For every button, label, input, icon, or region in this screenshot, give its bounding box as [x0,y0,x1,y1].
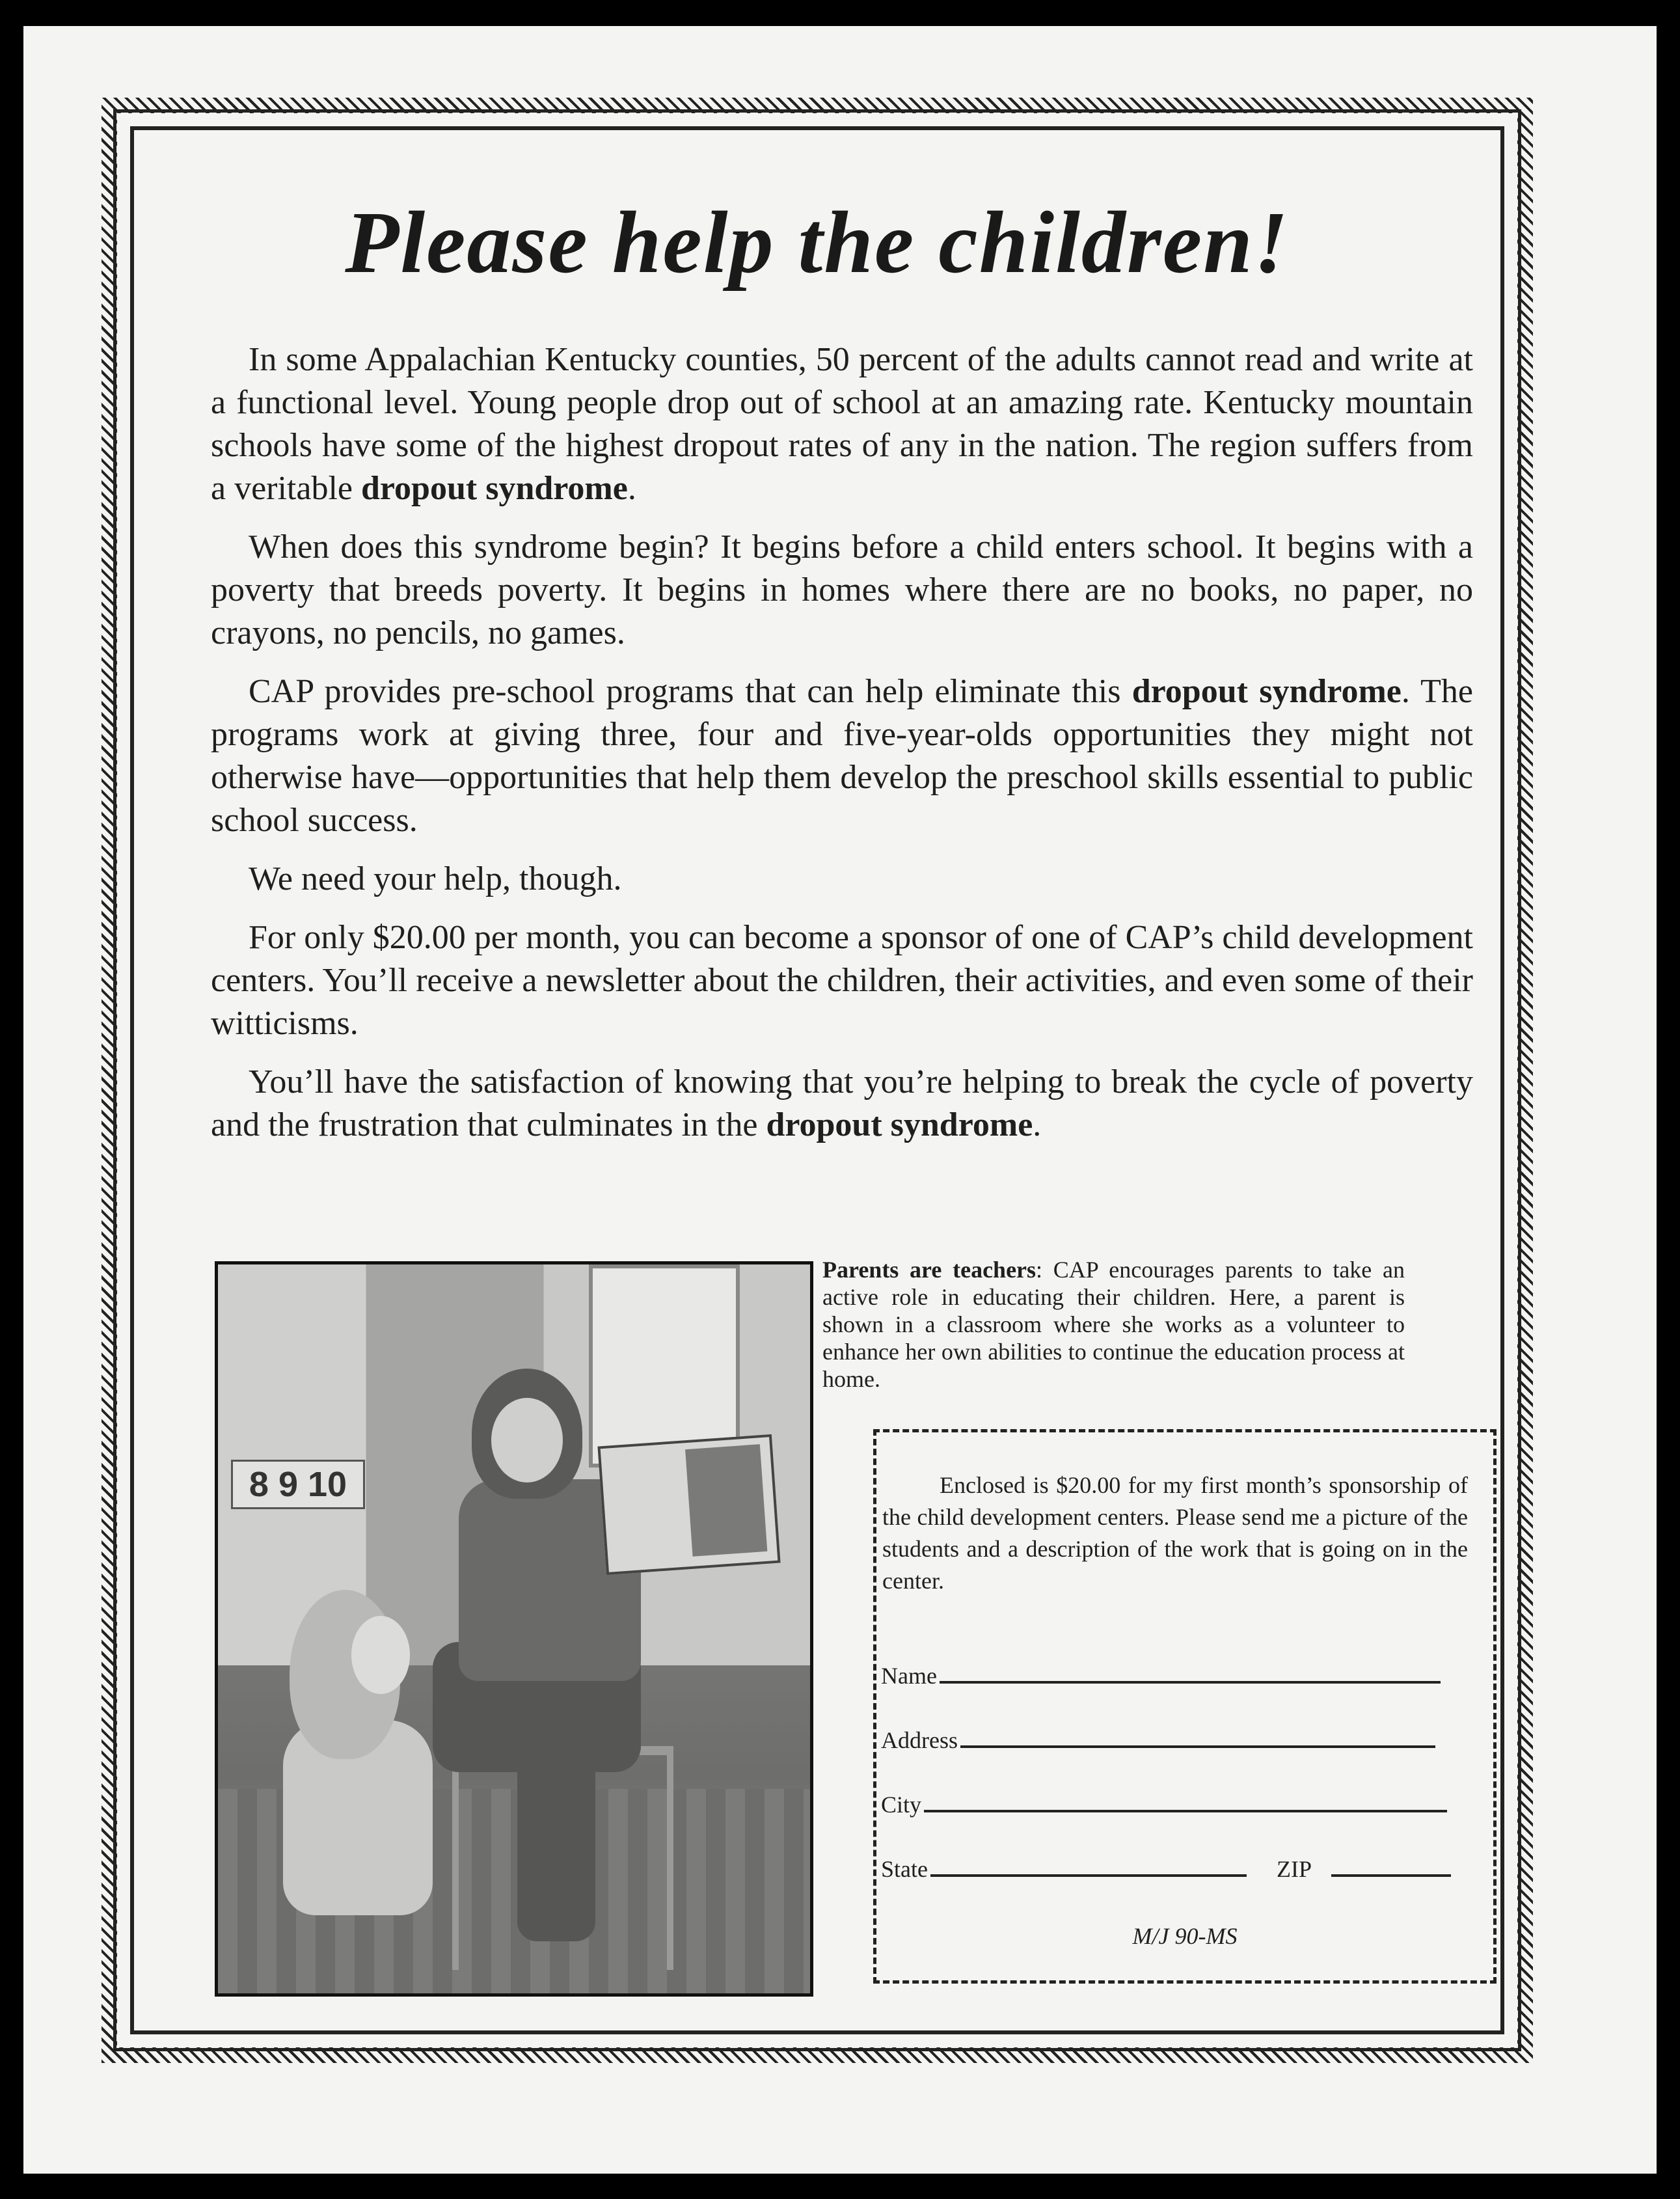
coupon-text: Enclosed is $20.00 for my first month’s sponsorship of the child development centers. Please send me a picture of the students and a description of the work that is going on in the center. [882,1472,1468,1594]
zip-line[interactable] [1331,1855,1451,1877]
emphasis-dropout-syndrome: dropout syndrome [766,1106,1033,1143]
state-line[interactable] [930,1855,1247,1877]
number-board: 8 9 10 [231,1460,365,1509]
paragraph-3: CAP provides pre-school programs that can help eliminate this dropout syndrome. The programs work at giving three, four and five-year-olds opportunities they might not otherwise have—opportunities that help them develop the preschool skills essential to public school success. [211,673,1474,839]
name-field[interactable] [881,1661,1441,1689]
caption-lead: Parents are teachers [822,1257,1036,1283]
city-field[interactable] [881,1790,1447,1818]
name-line[interactable] [940,1661,1441,1684]
address-field[interactable] [881,1726,1435,1754]
city-line[interactable] [924,1790,1447,1812]
emphasis-dropout-syndrome: dropout syndrome [1131,673,1402,710]
paragraph-6: You’ll have the satisfaction of knowing that you’re helping to break the cycle of poverty and the frustration that culminates in the dropout syndrome. [211,1063,1473,1143]
zip-label: ZIP [1277,1856,1312,1882]
paragraph-2: When does this syndrome begin? It begins before a child enters school. It begins with a poverty that breeds poverty. It begins in homes where there are no books, no paper, no crayons, no pencils, no games. [211,528,1473,651]
photo-caption: Parents are teachers: CAP encourages parents to take an active role in educating their children. Here, a parent is shown in a classroom where she works as a volunteer to enhance her own abilities to continue the education process at home. [822,1257,1405,1392]
paragraph-5: For only $20.00 per month, you can become a sponsor of one of CAP’s child development centers. You’ll receive a newsletter about the children, their activities, and even some of their witticisms. [211,919,1473,1042]
name-label: Name [881,1663,937,1689]
state-label: State [881,1856,928,1882]
emphasis-dropout-syndrome: dropout syndrome [360,470,628,507]
paragraph-1: In some Appalachian Kentucky counties, 50 percent of the adults cannot read and write at a functional level. Young people drop out of school at an amazing rate. Kentucky mountain schools have some of the highest dropout rates of any in the nation. The region suffers from a veritable dropout syndrome. [211,341,1473,507]
paragraph-4: We need your help, though. [249,860,622,897]
state-field[interactable] [881,1855,1247,1883]
zip-field[interactable] [1277,1855,1451,1883]
article-body [211,338,1473,1162]
coupon-code: M/J 90-MS [1132,1923,1238,1949]
classroom-photo [215,1261,813,1997]
headline: Please help the children! [345,194,1290,292]
address-label: Address [881,1727,958,1753]
city-label: City [881,1792,922,1818]
address-line[interactable] [960,1726,1435,1748]
